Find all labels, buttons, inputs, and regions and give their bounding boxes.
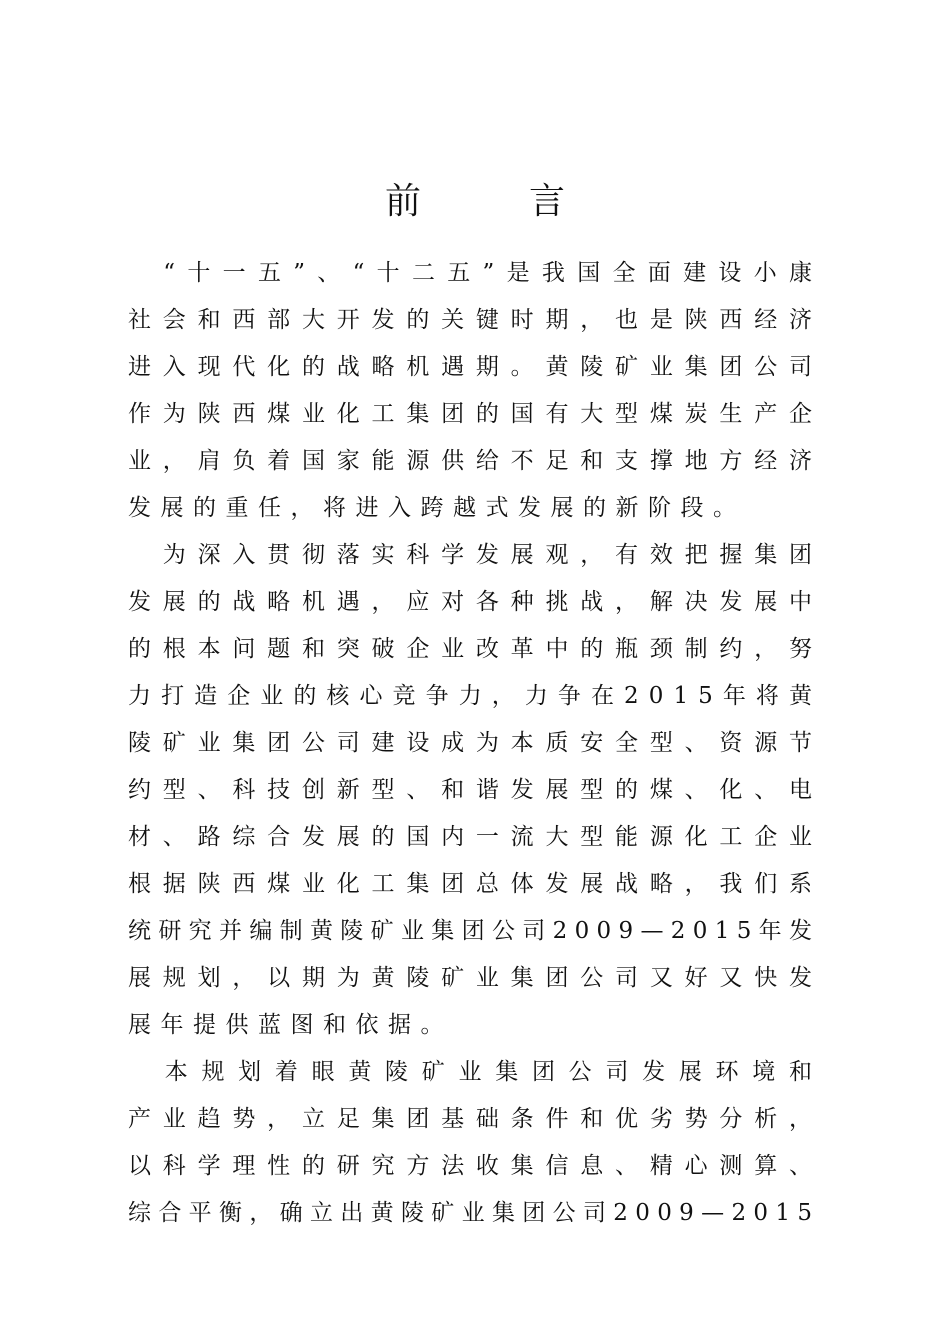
text-line: 根据陕西煤业化工集团总体发展战略，我们系 bbox=[128, 871, 824, 897]
text-line: 力打造企业的核心竞争力，力争在2015年将黄 bbox=[128, 683, 823, 709]
text-line: 材、路综合发展的国内一流大型能源化工企业 bbox=[128, 824, 824, 850]
text-line: 社会和西部大开发的关键时期，也是陕西经济 bbox=[128, 307, 824, 333]
paragraph-2 bbox=[128, 532, 824, 1049]
text-line: 发展的重任，将进入跨越式发展的新阶段。 bbox=[128, 495, 746, 521]
text-line: “十一五”、“十二五”是我国全面建设小康 bbox=[128, 260, 825, 286]
body-text bbox=[128, 250, 826, 1237]
text-line: 本规划着眼黄陵矿业集团公司发展环境和 bbox=[128, 1059, 826, 1085]
paragraph-1 bbox=[128, 250, 825, 532]
text-line: 统研究并编制黄陵矿业集团公司2009—2015年发 bbox=[128, 918, 820, 944]
text-line: 为深入贯彻落实科学发展观，有效把握集团 bbox=[128, 542, 824, 568]
text-line: 的根本问题和突破企业改革中的瓶颈制约，努 bbox=[128, 636, 824, 662]
text-line: 业，肩负着国家能源供给不足和支撑地方经济 bbox=[128, 448, 824, 474]
page-title: 前 言 bbox=[384, 181, 565, 222]
text-line: 展规划，以期为黄陵矿业集团公司又好又快发 bbox=[128, 965, 824, 991]
text-line: 综合平衡，确立出黄陵矿业集团公司2009—2015 bbox=[128, 1200, 820, 1226]
text-line: 陵矿业集团公司建设成为本质安全型、资源节 bbox=[128, 730, 824, 756]
text-line: 发展的战略机遇，应对各种挑战，解决发展中 bbox=[128, 589, 824, 615]
text-line: 约型、科技创新型、和谐发展型的煤、化、电 bbox=[128, 777, 824, 803]
paragraph-3 bbox=[128, 1049, 826, 1237]
text-line: 以科学理性的研究方法收集信息、精心测算、 bbox=[128, 1153, 824, 1179]
text-line: 作为陕西煤业化工集团的国有大型煤炭生产企 bbox=[128, 401, 824, 427]
text-line: 产业趋势，立足集团基础条件和优劣势分析， bbox=[128, 1106, 824, 1132]
text-line: 展年提供蓝图和依据。 bbox=[128, 1012, 453, 1038]
text-line: 进入现代化的战略机遇期。黄陵矿业集团公司 bbox=[128, 354, 824, 380]
